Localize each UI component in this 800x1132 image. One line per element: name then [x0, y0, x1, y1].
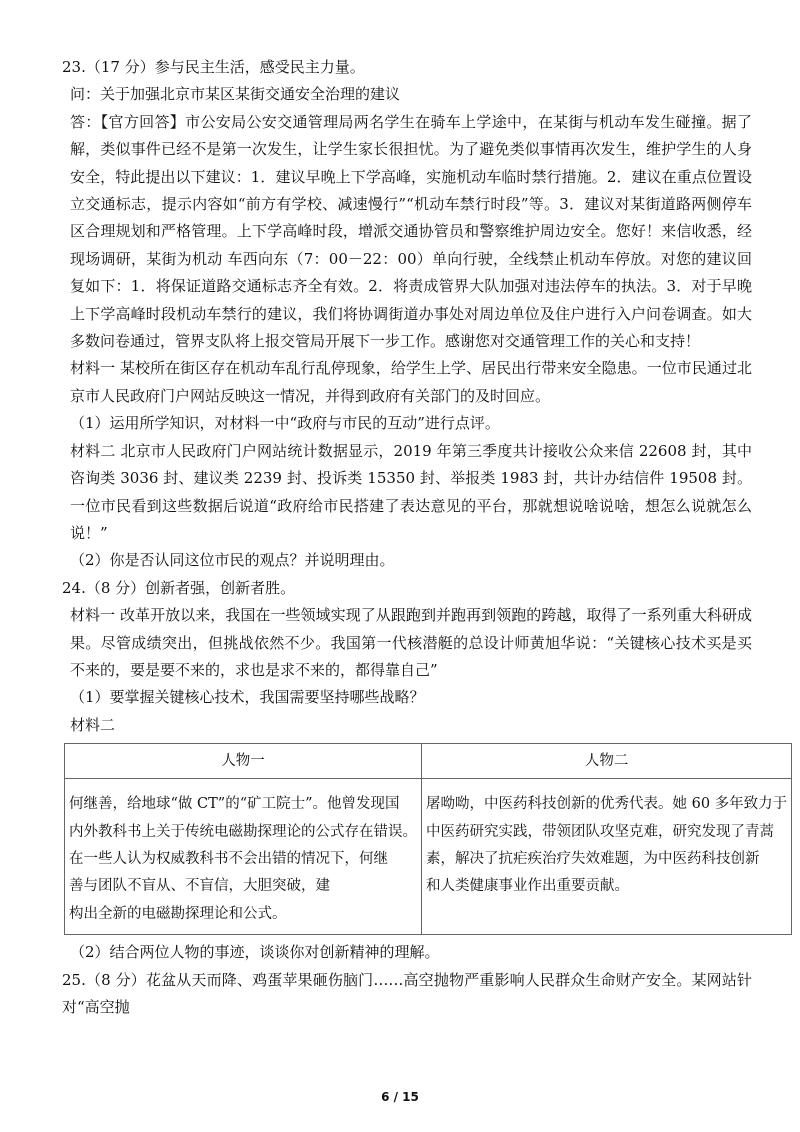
people-table [64, 743, 792, 935]
q24-material1: 材料一 改革开放以来，我国在一些领域实现了从跟跑到并跑再到领跑的跨越，取得了一系列重大科研成果。尽管成绩突出，但挑战依然不少。我国第一代核潜艇的总设计师黄旭华说：“关键核心技术买是买不来的，要是要不来的，求也是求不来的，都得靠自己” [70, 606, 752, 679]
q23-material2: 材料二 北京市人民政府门户网站统计数据显示，2019 年第三季度共计接收公众来信 22608 封，其中咨询类 3036 封、建议类 2239 封、投诉类 15350 封、举报类 1983 封，共计办结信件 19508 封。一位市民看到这些数据后说道“政府给市民搭建了表达意见的平台，那就想说啥说啥，想怎么说就怎么说！” [70, 441, 752, 542]
document-page [62, 54, 788, 1021]
cell-line: 素，解决了抗疟疾治疗失效难题，为中医药科技创新 [426, 850, 760, 867]
table-header-row [65, 744, 792, 779]
q24-material2-label: 材料二 [70, 715, 116, 734]
q24-title: 24.（8 分）创新者强，创新者胜。 [62, 578, 296, 597]
q24-sub1: （1）要掌握关键核心技术，我国需要坚持哪些战略？ [70, 688, 425, 707]
page-number: 6 / 15 [381, 1090, 419, 1104]
cell-line: 在一些人认为权威教科书不会出错的情况下，何继 [69, 850, 388, 867]
q23-sub2: （2）你是否认同这位市民的观点？并说明理由。 [70, 551, 395, 570]
cell-line: 善与团队不盲从、不盲信，大胆突破，建 [69, 878, 330, 895]
cell-line: 内外教科书上关于传统电磁勘探理论的公式存在错误。 [69, 823, 417, 840]
q23-sub1: （1）运用所学知识，对材料一中“政府与市民的互动”进行点评。 [70, 414, 500, 433]
table-cell-person2 [422, 779, 792, 935]
cell-line: 构出全新的电磁勘探理论和公式。 [69, 905, 287, 922]
q23-title: 23.（17 分）参与民主生活，感受民主力量。 [62, 58, 365, 76]
q25-title: 25.（8 分）花盆从天而降、鸡蛋苹果砸伤脑门……高空抛物严重影响人民群众生命财产安全。某网站针对“高空抛 [62, 970, 752, 1016]
table-cell-person1 [65, 779, 422, 935]
q24-sub2: （2）结合两位人物的事迹，谈谈你对创新精神的理解。 [70, 943, 440, 962]
cell-line: 和人类健康事业作出重要贡献。 [426, 878, 629, 895]
q23-answer: 答：【官方回答】市公安局公安交通管理局两名学生在骑车上学途中，在某街与机动车发生碰撞。据了解，类似事件已经不是第一次发生，让学生家长很担忧。为了避免类似事情再次发生，维护学生的人身安全，特此提出以下建议：1．建议早晚上下学高峰，实施机动车临时禁行措施。2．建议在重点位置设立交通标志，提示内容如“前方有学校、减速慢行”“机动车禁行时段”等。3．建议对某街道路两侧停车区合理规划和严格管理。上下学高峰时段，增派交通协管员和警察维护周边安全。您好！来信收悉，经现场调研，某街为机动 车西向东（7：00－22：00）单向行驶，全线禁止机动车停放。对您的建议回复如下：1．将保证道路交通标志齐全有效。2．将责成管界大队加强对违法停车的执法。3．对于早晚上下学高峰时段机动车禁行的建议，我们将协调街道办事处对周边单位及住户进行入户问卷调查。如大多数问卷通过，管界支队将上报交管局开展下一步工作。感谢您对交通管理工作的关心和支持！ [70, 112, 752, 351]
cell-line: 中医药研究实践，带领团队攻坚克难，研究发现了青蒿 [426, 823, 774, 840]
q23-material1: 材料一 某校所在街区存在机动车乱行乱停现象，给学生上学、居民出行带来安全隐患。一位市民通过北京市人民政府门户网站反映这一情况，并得到政府有关部门的及时回应。 [70, 359, 752, 405]
table-row [65, 779, 792, 935]
cell-line: 屠呦呦，中医药科技创新的优秀代表。她 60 多年致力于 [426, 796, 788, 813]
q23-question: 问：关于加强北京市某区某街交通安全治理的建议 [70, 85, 401, 104]
cell-line: 何继善，给地球“做 CT”的“矿工院士”。他曾发现国 [69, 796, 400, 813]
table-header-person2: 人物二 [422, 744, 792, 779]
table-header-person1: 人物一 [65, 744, 422, 779]
